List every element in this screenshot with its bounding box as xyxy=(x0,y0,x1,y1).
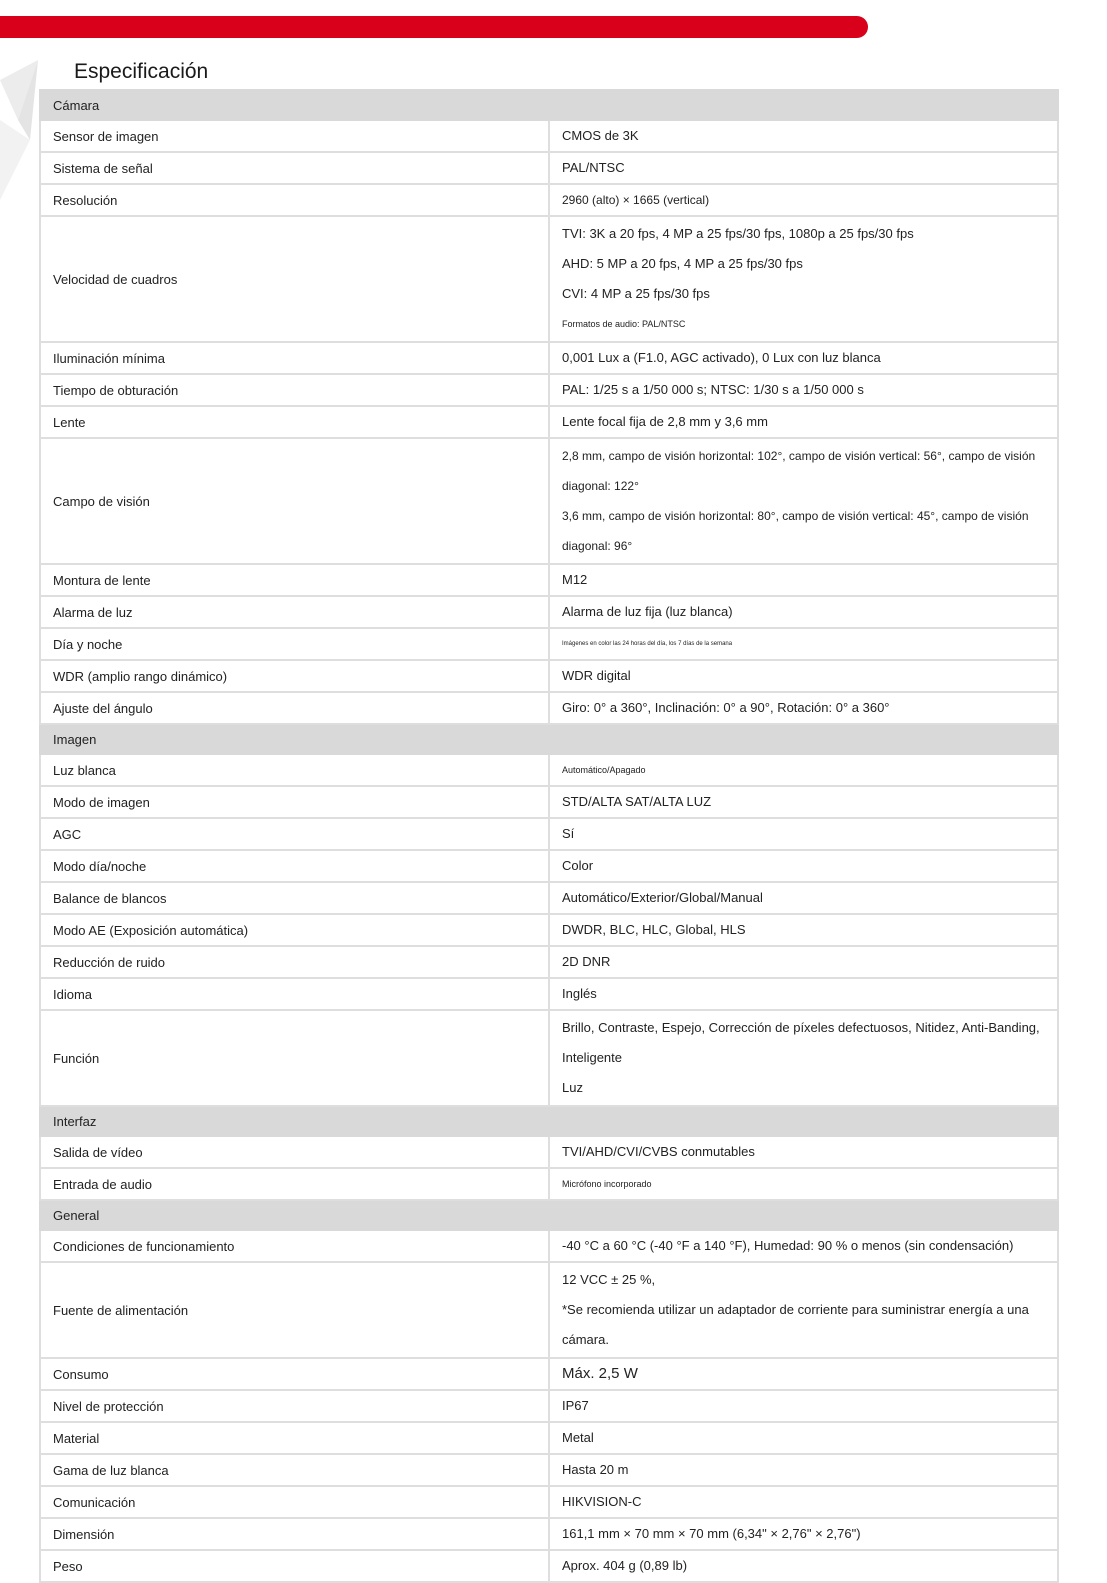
spec-value: AHD: 5 MP a 20 fps, 4 MP a 25 fps/30 fps xyxy=(562,256,803,271)
spec-value: Micrófono incorporado xyxy=(562,1179,652,1189)
spec-value-cell xyxy=(549,596,1058,628)
table-row xyxy=(40,754,1058,786)
spec-value-cell xyxy=(549,342,1058,374)
spec-value-cell xyxy=(549,946,1058,978)
spec-value: Metal xyxy=(562,1430,594,1445)
table-row xyxy=(40,850,1058,882)
table-row xyxy=(40,946,1058,978)
spec-label: Modo día/noche xyxy=(40,850,549,882)
spec-value-cell xyxy=(549,438,1058,564)
spec-value-cell xyxy=(549,1262,1058,1358)
spec-value: DWDR, BLC, HLC, Global, HLS xyxy=(562,922,746,937)
spec-value: Color xyxy=(562,858,594,873)
spec-value-cell xyxy=(549,216,1058,342)
section-header xyxy=(40,724,1058,754)
spec-value-cell xyxy=(549,564,1058,596)
spec-value-cell xyxy=(549,850,1058,882)
spec-value-cell xyxy=(549,184,1058,216)
section-title: Imagen xyxy=(40,724,1058,754)
spec-label: Modo de imagen xyxy=(40,786,549,818)
spec-value: IP67 xyxy=(562,1398,589,1413)
spec-value-cell xyxy=(549,978,1058,1010)
spec-label: Día y noche xyxy=(40,628,549,660)
spec-label: Gama de luz blanca xyxy=(40,1454,549,1486)
spec-value: Luz xyxy=(562,1080,583,1095)
spec-label: AGC xyxy=(40,818,549,850)
section-title: General xyxy=(40,1200,1058,1230)
spec-value: STD/ALTA SAT/ALTA LUZ xyxy=(562,794,712,809)
spec-value-cell xyxy=(549,374,1058,406)
table-row xyxy=(40,342,1058,374)
spec-value: PAL/NTSC xyxy=(562,160,625,175)
spec-value-cell xyxy=(549,1518,1058,1550)
spec-value-cell xyxy=(549,152,1058,184)
table-row xyxy=(40,1390,1058,1422)
spec-value-cell xyxy=(549,1486,1058,1518)
spec-value-cell xyxy=(549,1454,1058,1486)
table-row xyxy=(40,1518,1058,1550)
spec-value-cell xyxy=(549,120,1058,152)
table-row xyxy=(40,628,1058,660)
section-header xyxy=(40,1106,1058,1136)
spec-value: 2D DNR xyxy=(562,954,611,969)
spec-value-cell xyxy=(549,1136,1058,1168)
table-row xyxy=(40,564,1058,596)
table-row xyxy=(40,786,1058,818)
table-row xyxy=(40,152,1058,184)
table-row xyxy=(40,184,1058,216)
spec-value: WDR digital xyxy=(562,668,631,683)
table-row xyxy=(40,1454,1058,1486)
section-header xyxy=(40,90,1058,120)
spec-label: Balance de blancos xyxy=(40,882,549,914)
table-row xyxy=(40,406,1058,438)
table-row xyxy=(40,1486,1058,1518)
spec-label: Modo AE (Exposición automática) xyxy=(40,914,549,946)
spec-value-cell xyxy=(549,1422,1058,1454)
spec-value: 0,001 Lux a (F1.0, AGC activado), 0 Lux con luz blanca xyxy=(562,350,881,365)
spec-value: 2960 (alto) × 1665 (vertical) xyxy=(562,193,710,207)
spec-value: Brillo, Contraste, Espejo, Corrección de píxeles defectuosos, Nitidez, Anti-Banding, Inteligente xyxy=(562,1020,1040,1065)
spec-value-cell xyxy=(549,1230,1058,1262)
spec-label: Idioma xyxy=(40,978,549,1010)
spec-label: Sensor de imagen xyxy=(40,120,549,152)
table-row xyxy=(40,914,1058,946)
spec-label: Resolución xyxy=(40,184,549,216)
spec-label: Consumo xyxy=(40,1358,549,1390)
spec-label: Fuente de alimentación xyxy=(40,1262,549,1358)
spec-value: CMOS de 3K xyxy=(562,128,639,143)
table-row xyxy=(40,1262,1058,1358)
table-row xyxy=(40,1358,1058,1390)
spec-value: 161,1 mm × 70 mm × 70 mm (6,34" × 2,76" × 2,76") xyxy=(562,1526,861,1541)
spec-value-cell xyxy=(549,692,1058,724)
spec-value-cell xyxy=(549,660,1058,692)
spec-label: Velocidad de cuadros xyxy=(40,216,549,342)
spec-value: 12 VCC ± 25 %, xyxy=(562,1272,656,1287)
spec-value-cell xyxy=(549,1010,1058,1106)
table-row xyxy=(40,1136,1058,1168)
spec-label: Campo de visión xyxy=(40,438,549,564)
spec-label: Montura de lente xyxy=(40,564,549,596)
spec-value: Sí xyxy=(562,826,575,841)
spec-value: Imágenes en color las 24 horas del día, los 7 días de la semana xyxy=(562,641,733,647)
spec-value-cell xyxy=(549,914,1058,946)
spec-value: Hasta 20 m xyxy=(562,1462,629,1477)
spec-label: WDR (amplio rango dinámico) xyxy=(40,660,549,692)
table-row xyxy=(40,1168,1058,1200)
spec-value-cell xyxy=(549,1550,1058,1582)
table-row xyxy=(40,818,1058,850)
spec-label: Función xyxy=(40,1010,549,1106)
spec-value-cell xyxy=(549,406,1058,438)
table-row xyxy=(40,120,1058,152)
spec-value-cell xyxy=(549,882,1058,914)
spec-value: Giro: 0° a 360°, Inclinación: 0° a 90°, Rotación: 0° a 360° xyxy=(562,700,890,715)
spec-label: Tiempo de obturación xyxy=(40,374,549,406)
spec-value: Lente focal fija de 2,8 mm y 3,6 mm xyxy=(562,414,768,429)
spec-label: Entrada de audio xyxy=(40,1168,549,1200)
table-row xyxy=(40,978,1058,1010)
spec-table xyxy=(39,89,1059,1583)
spec-value: Inglés xyxy=(562,986,597,1001)
spec-value: Automático/Apagado xyxy=(562,765,646,775)
spec-label: Iluminación mínima xyxy=(40,342,549,374)
spec-value: M12 xyxy=(562,572,588,587)
table-row xyxy=(40,1230,1058,1262)
spec-value: 3,6 mm, campo de visión horizontal: 80°, campo de visión vertical: 45°, campo de visión diagonal: 96° xyxy=(562,509,1029,553)
spec-label: Ajuste del ángulo xyxy=(40,692,549,724)
spec-label: Reducción de ruido xyxy=(40,946,549,978)
spec-label: Comunicación xyxy=(40,1486,549,1518)
spec-value-cell xyxy=(549,786,1058,818)
spec-label: Salida de vídeo xyxy=(40,1136,549,1168)
table-row xyxy=(40,1422,1058,1454)
spec-value: PAL: 1/25 s a 1/50 000 s; NTSC: 1/30 s a 1/50 000 s xyxy=(562,382,864,397)
spec-value: -40 °C a 60 °C (-40 °F a 140 °F), Humedad: 90 % o menos (sin condensación) xyxy=(562,1238,1014,1253)
spec-label: Material xyxy=(40,1422,549,1454)
table-row xyxy=(40,882,1058,914)
spec-value-cell xyxy=(549,754,1058,786)
spec-value: Alarma de luz fija (luz blanca) xyxy=(562,604,733,619)
table-row xyxy=(40,596,1058,628)
table-row xyxy=(40,216,1058,342)
table-row xyxy=(40,1550,1058,1582)
spec-value: CVI: 4 MP a 25 fps/30 fps xyxy=(562,286,710,301)
table-row xyxy=(40,374,1058,406)
spec-label: Luz blanca xyxy=(40,754,549,786)
table-row xyxy=(40,660,1058,692)
spec-label: Condiciones de funcionamiento xyxy=(40,1230,549,1262)
spec-value: TVI/AHD/CVI/CVBS conmutables xyxy=(562,1144,755,1159)
spec-value-cell xyxy=(549,818,1058,850)
spec-label: Dimensión xyxy=(40,1518,549,1550)
spec-value: *Se recomienda utilizar un adaptador de corriente para suministrar energía a una cámara. xyxy=(562,1302,1029,1347)
spec-label: Lente xyxy=(40,406,549,438)
page-title: Especificación xyxy=(74,60,209,83)
spec-value-cell xyxy=(549,1390,1058,1422)
spec-value: Aprox. 404 g (0,89 lb) xyxy=(562,1558,688,1573)
table-row xyxy=(40,438,1058,564)
spec-value: TVI: 3K a 20 fps, 4 MP a 25 fps/30 fps, 1080p a 25 fps/30 fps xyxy=(562,226,914,241)
spec-value: 2,8 mm, campo de visión horizontal: 102°, campo de visión vertical: 56°, campo de visión diagonal: 122° xyxy=(562,449,1036,493)
header-accent-bar xyxy=(0,16,868,38)
section-title: Cámara xyxy=(40,90,1058,120)
table-row xyxy=(40,1010,1058,1106)
spec-value-cell xyxy=(549,1168,1058,1200)
spec-value: Automático/Exterior/Global/Manual xyxy=(562,890,763,905)
table-row xyxy=(40,692,1058,724)
spec-value: HIKVISION-C xyxy=(562,1494,642,1509)
spec-label: Peso xyxy=(40,1550,549,1582)
spec-label: Alarma de luz xyxy=(40,596,549,628)
spec-value: Máx. 2,5 W xyxy=(562,1365,638,1382)
spec-label: Sistema de señal xyxy=(40,152,549,184)
section-title: Interfaz xyxy=(40,1106,1058,1136)
spec-value-cell xyxy=(549,1358,1058,1390)
spec-value-cell xyxy=(549,628,1058,660)
section-header xyxy=(40,1200,1058,1230)
spec-label: Nivel de protección xyxy=(40,1390,549,1422)
spec-value: Formatos de audio: PAL/NTSC xyxy=(562,319,686,329)
